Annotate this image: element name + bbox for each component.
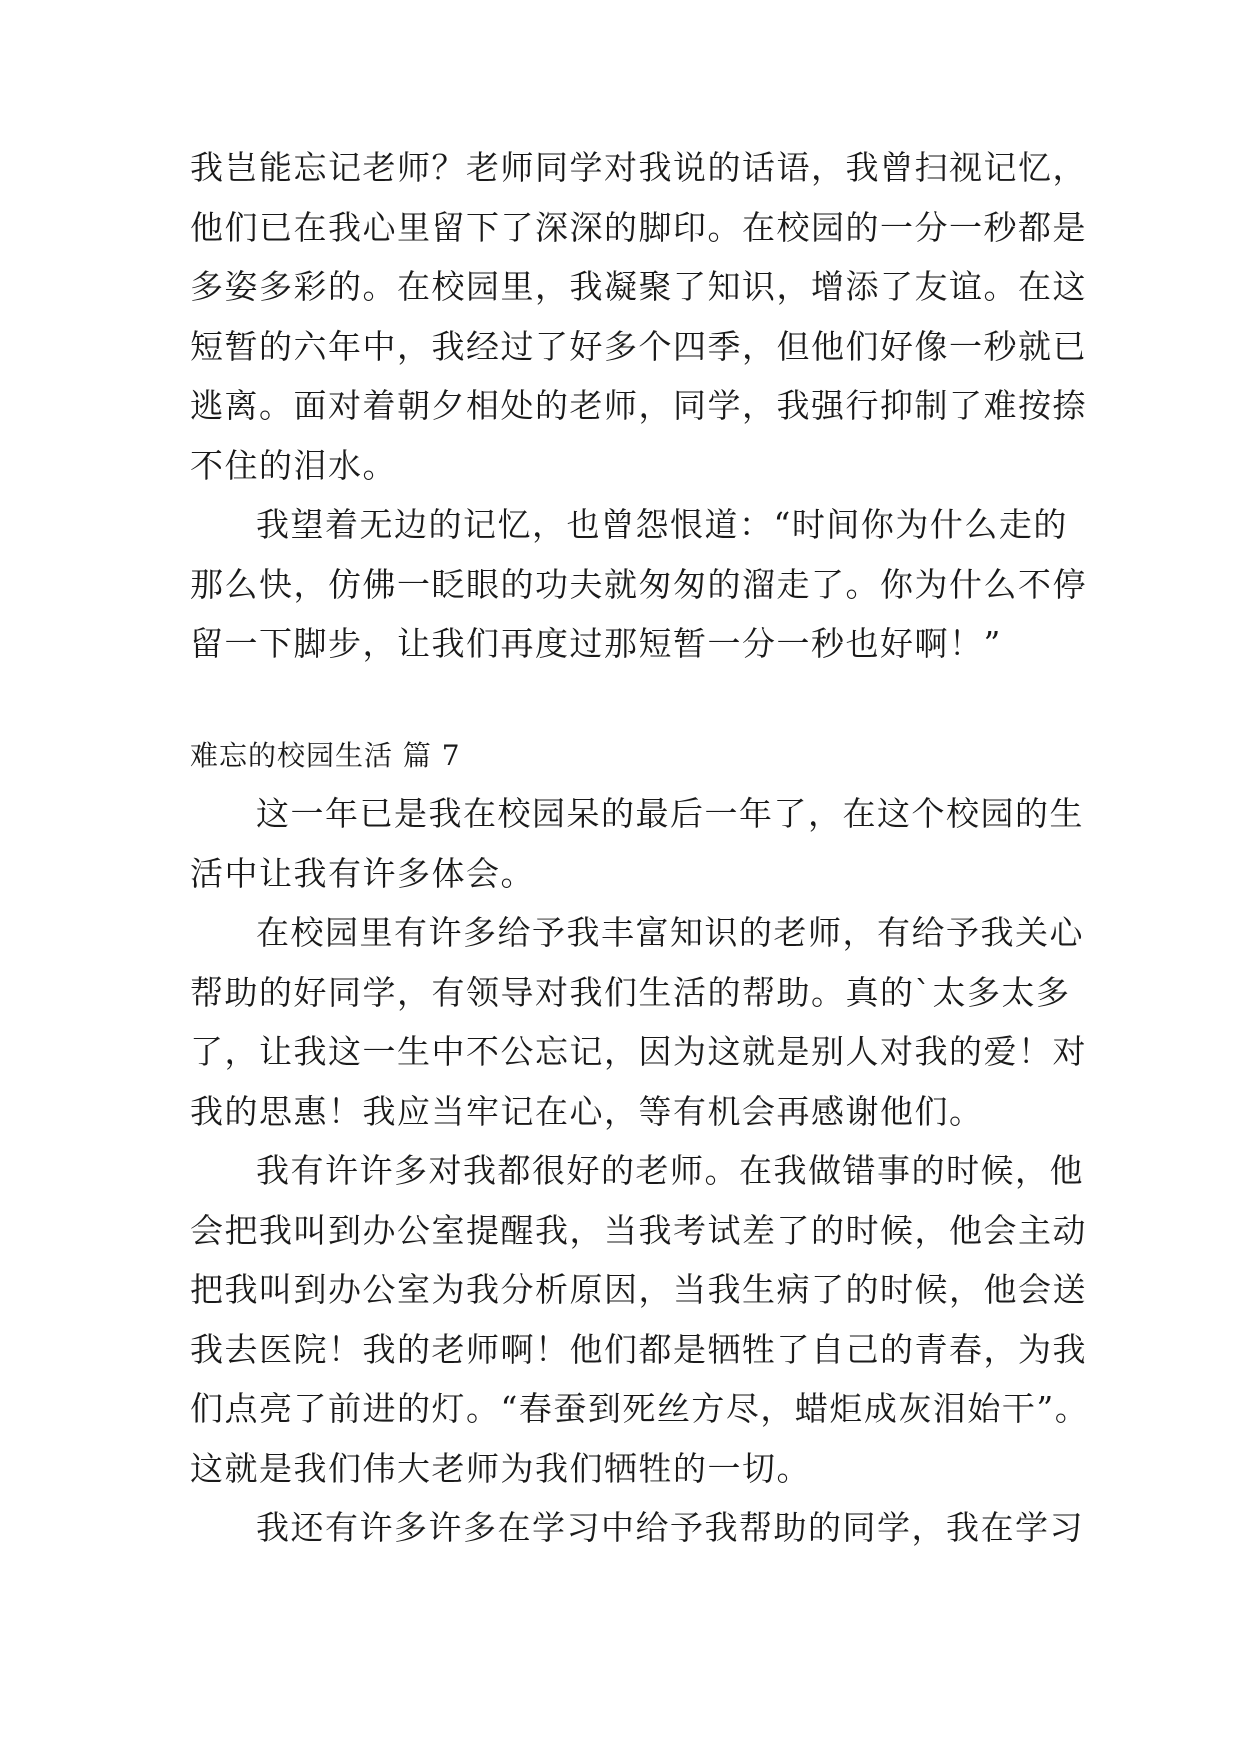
paragraph-line: 把我叫到办公室为我分析原因，当我生病了的时候，他会送 xyxy=(190,1270,1087,1309)
paragraph-line: 我的思惠！我应当牢记在心，等有机会再感谢他们。 xyxy=(190,1092,984,1131)
paragraph-line: 活中让我有许多体会。 xyxy=(190,854,535,893)
paragraph-line: 我去医院！我的老师啊！他们都是牺牲了自己的青春，为我 xyxy=(190,1330,1087,1369)
paragraph-line: 会把我叫到办公室提醒我，当我考试差了的时候，他会主动 xyxy=(190,1211,1087,1250)
paragraph-line: 在校园里有许多给予我丰富知识的老师，有给予我关心 xyxy=(256,913,1084,952)
paragraph-line: 我望着无边的记忆，也曾怨恨道：“时间你为什么走的 xyxy=(256,505,1068,544)
paragraph-line: 不住的泪水。 xyxy=(190,446,397,485)
paragraph-line: 那么快，仿佛一眨眼的功夫就匆匆的溜走了。你为什么不停 xyxy=(190,565,1087,604)
paragraph-line: 们点亮了前进的灯。“春蚕到死丝方尽，蜡炬成灰泪始干”。 xyxy=(190,1389,1090,1428)
paragraph-line: 多姿多彩的。在校园里，我凝聚了知识，增添了友谊。在这 xyxy=(190,267,1087,306)
paragraph-line: 这就是我们伟大老师为我们牺牲的一切。 xyxy=(190,1449,811,1488)
section-title: 难忘的校园生活 篇 7 xyxy=(190,739,461,772)
paragraph-line: 他们已在我心里留下了深深的脚印。在校园的一分一秒都是 xyxy=(190,208,1087,247)
paragraph-line: 帮助的好同学，有领导对我们生活的帮助。真的`太多太多 xyxy=(190,973,1071,1012)
paragraph-line: 这一年已是我在校园呆的最后一年了，在这个校园的生 xyxy=(256,794,1084,833)
paragraph-line: 逃离。面对着朝夕相处的老师，同学，我强行抑制了难按捺 xyxy=(190,386,1087,425)
paragraph-line: 我岂能忘记老师？老师同学对我说的话语，我曾扫视记忆， xyxy=(190,148,1087,187)
paragraph-line: 短暂的六年中，我经过了好多个四季，但他们好像一秒就已 xyxy=(190,327,1087,366)
paragraph-line: 留一下脚步，让我们再度过那短暂一分一秒也好啊！” xyxy=(190,624,1002,663)
paragraph-line: 我有许许多对我都很好的老师。在我做错事的时候，他 xyxy=(256,1151,1084,1190)
paragraph-line: 了，让我这一生中不公忘记，因为这就是别人对我的爱！对 xyxy=(190,1032,1087,1071)
paragraph-line: 我还有许多许多在学习中给予我帮助的同学，我在学习 xyxy=(256,1508,1084,1547)
